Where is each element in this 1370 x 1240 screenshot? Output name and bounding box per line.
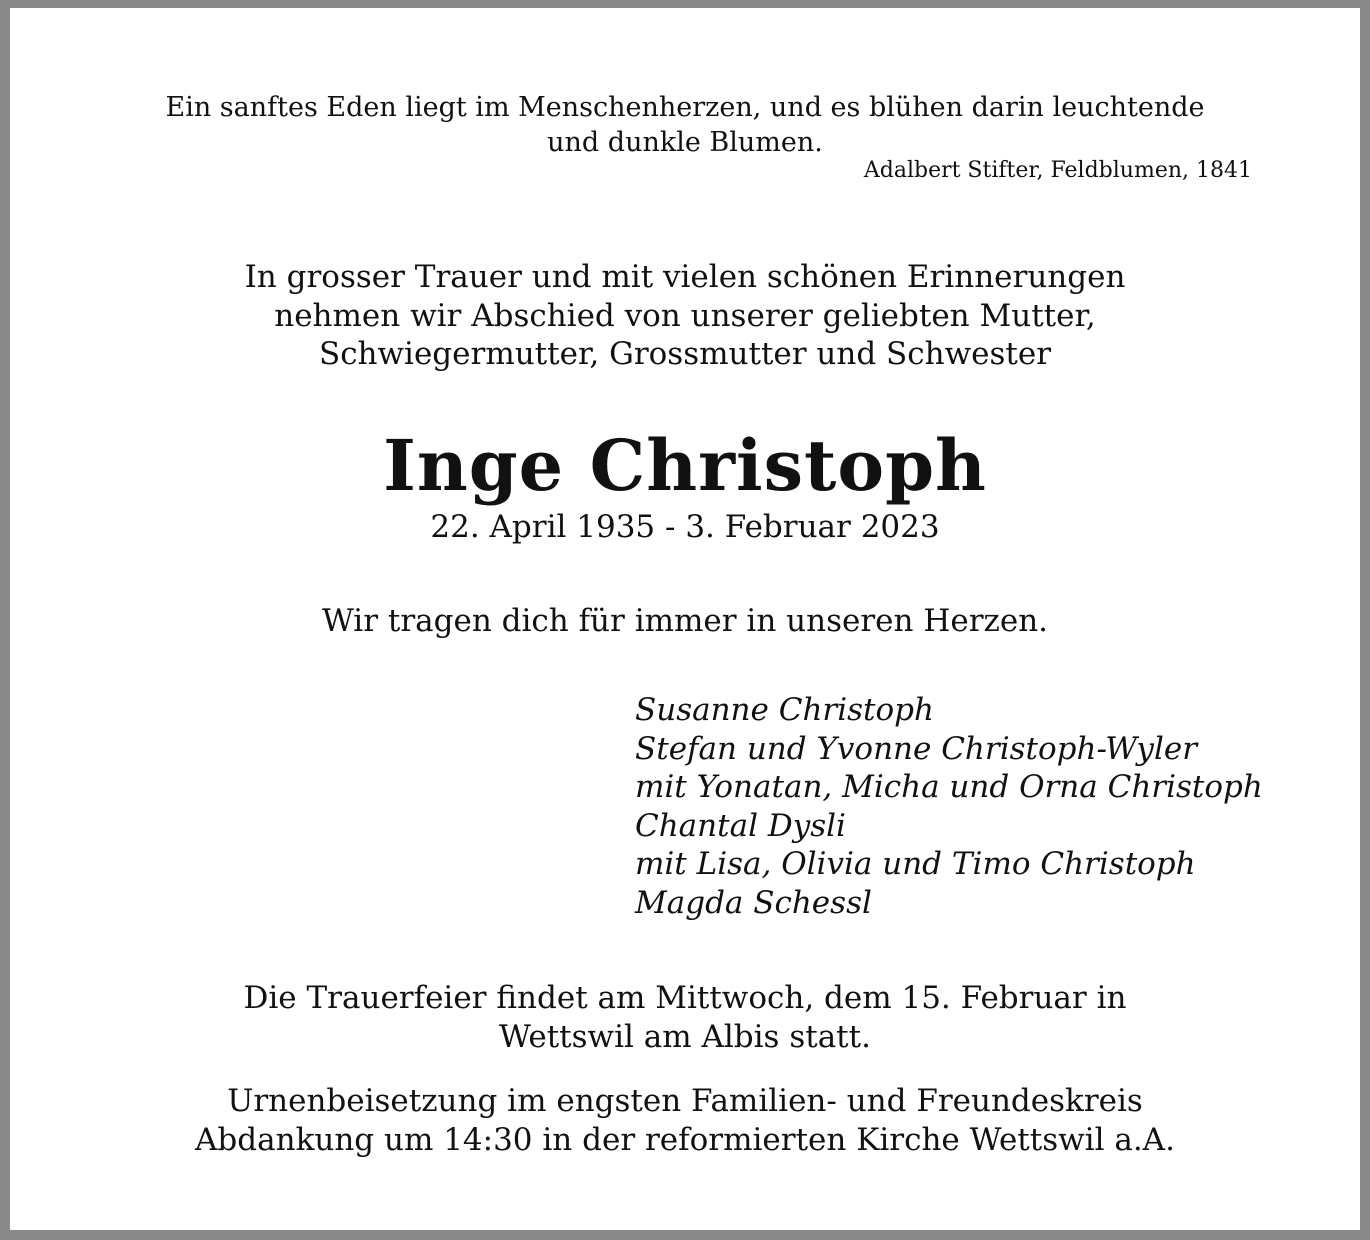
intro-line-2: nehmen wir Abschied von unserer geliebten Mutter, (274, 297, 1096, 334)
mourner-line: Stefan und Yvonne Christoph-Wyler (635, 730, 1198, 767)
burial-info (10, 1082, 1360, 1159)
ceremony-line-2: Wettswil am Albis statt. (499, 1018, 871, 1055)
intro-line-3: Schwiegermutter, Grossmutter und Schwester (318, 336, 1052, 372)
ceremony-line-1: Die Trauerfeier findet am Mittwoch, dem 15. Februar in (243, 980, 1127, 1016)
motto: Wir tragen dich für immer in unseren Herzen. (321, 603, 1049, 639)
ceremony-info (10, 979, 1360, 1056)
burial-line-1: Urnenbeisetzung im engsten Familien- und Freundeskreis (227, 1083, 1143, 1119)
mourner-line: Magda Schessl (635, 884, 872, 921)
epigraph-line-1: Ein sanftes Eden liegt im Menschenherzen, und es blühen darin leuchtende (165, 92, 1205, 123)
epigraph-line-2: und dunkle Blumen. (547, 127, 823, 158)
epigraph-source: Adalbert Stifter, Feldblumen, 1841 (863, 158, 1252, 183)
intro-line-1: In grosser Trauer und mit vielen schönen Erinnerungen (244, 259, 1126, 295)
life-dates: 22. April 1935 - 3. Februar 2023 (430, 509, 940, 545)
obituary-page (10, 8, 1360, 1230)
mourner-line: Chantal Dysli (635, 807, 846, 844)
burial-line-2: Abdankung um 14:30 in der reformierten Kirche Wettswil a.A. (195, 1121, 1175, 1158)
deceased-name: Inge Christoph (383, 424, 987, 507)
intro-text (10, 258, 1360, 374)
mourner-line: mit Yonatan, Micha und Orna Christoph (635, 769, 1263, 805)
epigraph-quote (10, 90, 1360, 160)
mourner-line: mit Lisa, Olivia und Timo Christoph (635, 846, 1196, 882)
mourner-line: Susanne Christoph (635, 692, 934, 728)
mourners-list (635, 691, 1263, 922)
